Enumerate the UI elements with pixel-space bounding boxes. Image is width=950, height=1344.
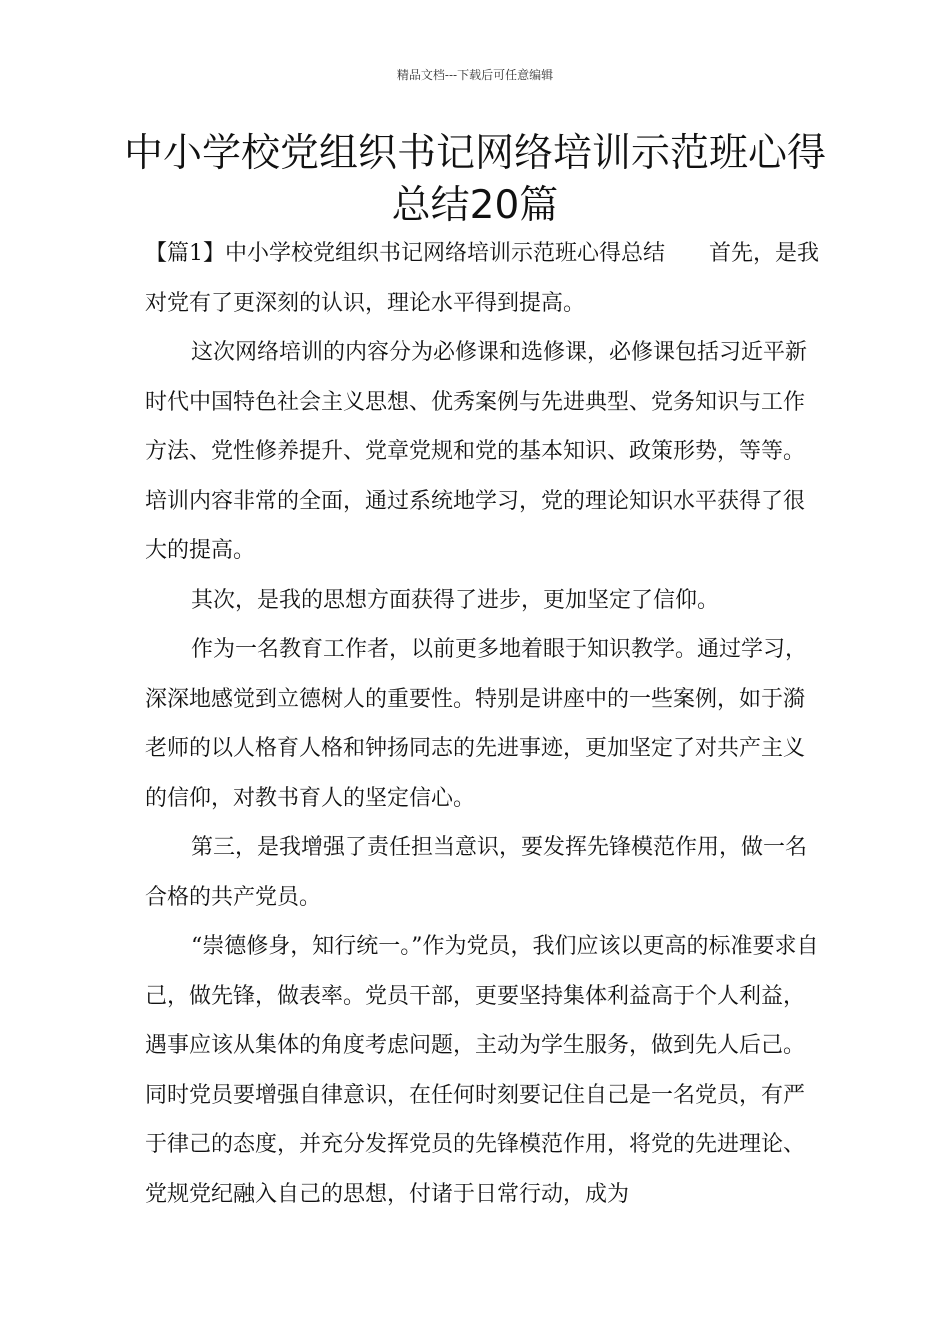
document-title: 中小学校党组织书记网络培训示范班心得总结20篇 <box>123 131 826 228</box>
paragraph-1: 【篇1】中小学校党组织书记网络培训示范班心得总结 首先，是我对党有了更深刻的认识，理论水平得到提高。 <box>145 241 819 316</box>
paragraph-3: 其次，是我的思想方面获得了进步，更加坚定了信仰。 <box>191 587 720 613</box>
header-note: 精品文档---下载后可任意编辑 <box>396 68 554 82</box>
paragraph-4: 作为一名教育工作者，以前更多地着眼于知识教学。通过学习，深深地感觉到立德树人的重要性。特别是讲座中的一些案例，如于漪老师的以人格育人格和钟扬同志的先进事迹，更加坚定了对共产主义的信仰，对教书育人的坚定信心。 <box>145 637 808 811</box>
paragraph-5: 第三，是我增强了责任担当意识，要发挥先锋模范作用，做一名合格的共产党员。 <box>145 835 808 910</box>
paragraph-2: 这次网络培训的内容分为必修课和选修课，必修课包括习近平新时代中国特色社会主义思想、优秀案例与先进典型、党务知识与工作方法、党性修养提升、党章党规和党的基本知识、政策形势，等等。培训内容非常的全面，通过系统地学习，党的理论知识水平获得了很大的提高。 <box>145 340 808 563</box>
document-body <box>145 229 825 1219</box>
paragraph-6: “崇德修身，知行统一。”作为党员，我们应该以更高的标准要求自己，做先锋，做表率。党员干部，更要坚持集体利益高于个人利益，遇事应该从集体的角度考虑问题，主动为学生服务，做到先人后己。同时党员要增强自律意识，在任何时刻要记住自己是一名党员，有严于律己的态度，并充分发挥党员的先锋模范作用，将党的先进理论、党规党纪融入自己的思想，付诸于日常行动，成为 <box>145 934 819 1207</box>
